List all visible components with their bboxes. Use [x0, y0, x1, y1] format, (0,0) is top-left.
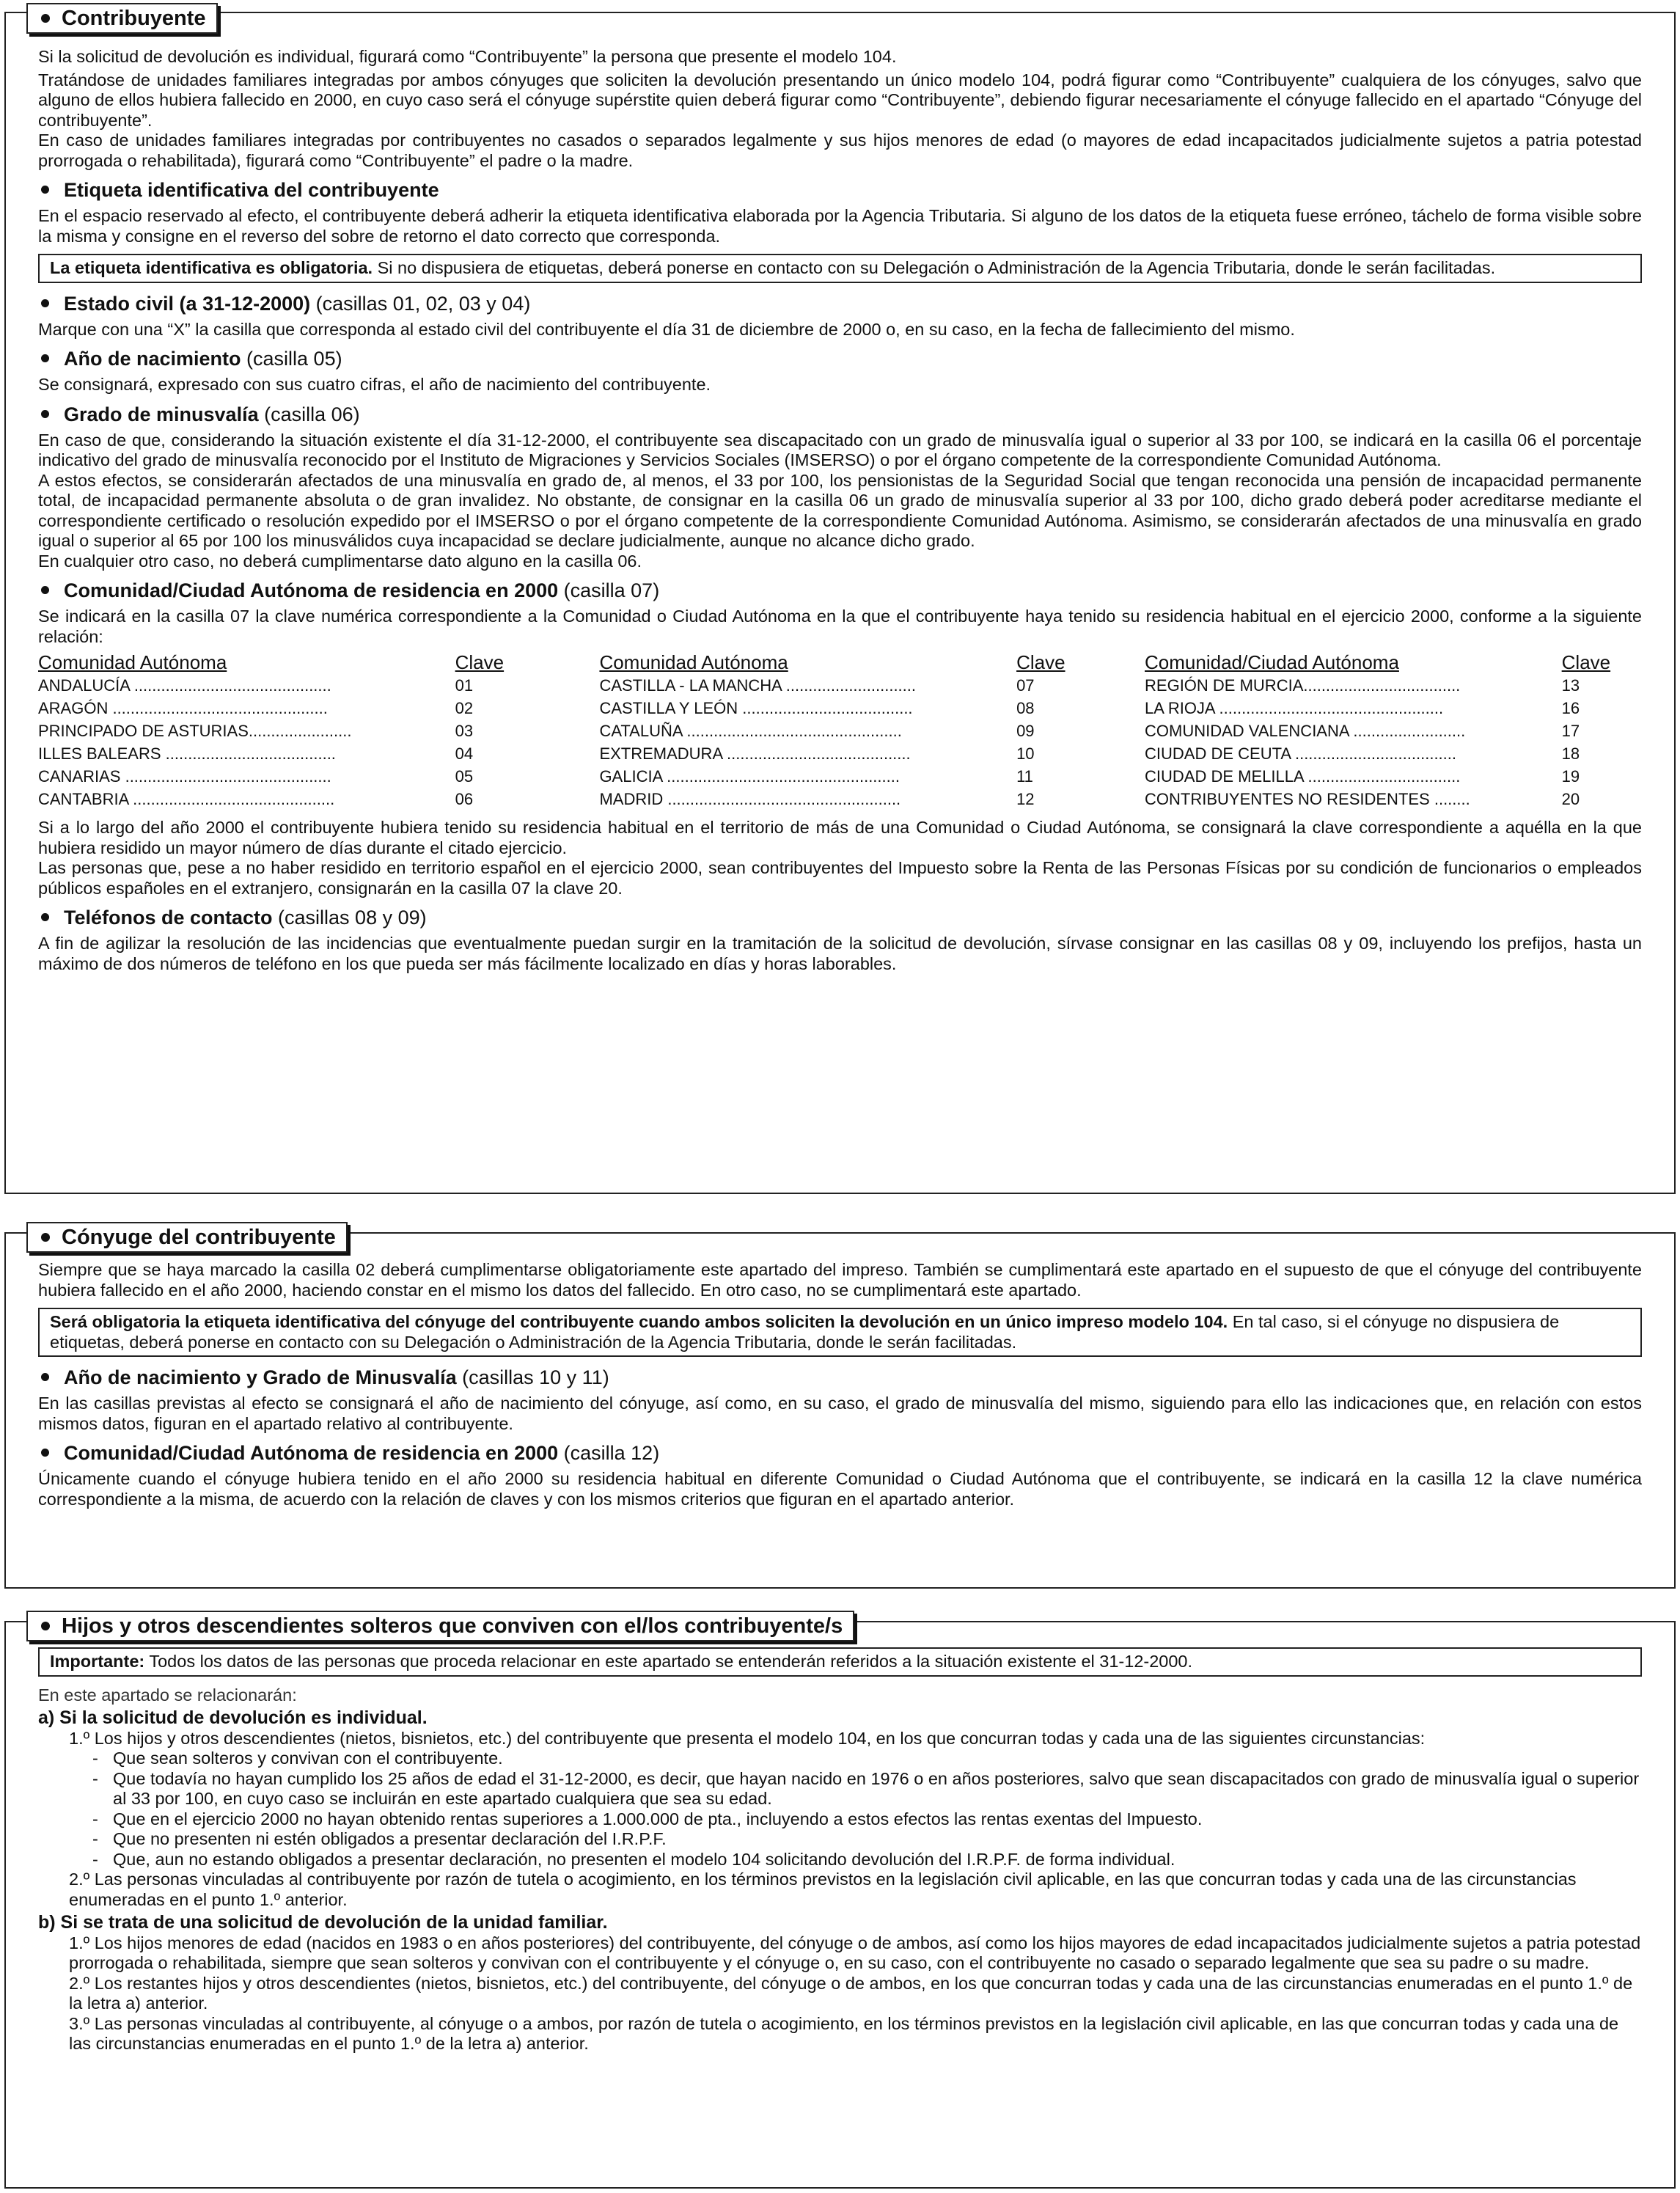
section-hijos — [4, 1614, 1676, 2189]
notice-text: Todos los datos de las personas que proceda relacionar en este apartado se entenderán referidos a la situación existente el 31-12-2000. — [144, 1652, 1193, 1671]
section-title: Hijos y otros descendientes solteros que conviven con el/los contribuyente/s — [62, 1614, 843, 1638]
heading: Año de nacimiento (casilla 05) — [38, 347, 1642, 370]
section-title: Cónyuge del contribuyente — [62, 1226, 336, 1249]
notice-box — [38, 1647, 1642, 1677]
paragraph: Las personas que, pese a no haber residido en territorio español en el ejercicio 2000, sean contribuyentes del Impuesto sobre la Renta de las Personas Físicas por su condición de funcionarios o empleados públicos españoles en el extranjero, consignarán en la casilla 07 la clave 20. — [38, 858, 1642, 898]
section-tab — [26, 1611, 854, 1641]
paragraph: Únicamente cuando el cónyuge hubiera tenido en el año 2000 su residencia habitual en diferente Comunidad o Ciudad Autónoma que el contribuyente, se indicará en la casilla 12 la clave numérica correspondiente a la misma, de acuerdo con la relación de claves y con los mismos criterios que figuran en el apartado anterior. — [38, 1469, 1642, 1509]
section-body — [38, 1647, 1642, 2054]
table-row: ARAGÓN ................................................ 02 CASTILLA Y LEÓN ...................................... 08 LA RIOJA .................................................. 16 — [38, 699, 1580, 717]
paragraph: En caso de que, considerando la situación existente el día 31-12-2000, el contribuyente sea discapacitado con un grado de minusvalía igual o superior al 33 por 100, se indicará en la casilla 06 el porcentaje indicativo del grado de minusvalía reconocido por el Instituto de Migraciones y Servicios Sociales (IMSERSO) o por el órgano competente de la correspondiente Comunidad Autónoma. — [38, 430, 1642, 469]
paragraph: Se indicará en la casilla 07 la clave numérica correspondiente a la Comunidad o Ciudad Autónoma en la que el contribuyente haya tenido su residencia habitual en el ejercicio 2000, conforme a la siguiente relación: — [38, 607, 1642, 646]
bullet-icon — [41, 299, 49, 307]
bullet-icon — [41, 913, 49, 921]
bullet-icon — [41, 14, 50, 23]
column-header: Comunidad Autónoma — [38, 651, 227, 673]
notice-box — [38, 1308, 1642, 1357]
table-row: ANDALUCÍA ............................................ 01 CASTILLA - LA MANCHA ............................. 07 REGIÓN DE MURCIA................................... 13 — [38, 676, 1580, 695]
bullet-icon — [41, 586, 49, 594]
heading: Grado de minusvalía (casilla 06) — [38, 403, 1642, 426]
paragraph: Marque con una “X” la casilla que corresponda al estado civil del contribuyente el día 31 de diciembre de 2000 o, en su caso, en la fecha de fallecimiento del mismo. — [38, 319, 1295, 339]
heading: Teléfonos de contacto (casillas 08 y 09) — [38, 906, 1642, 929]
numbered-list — [38, 1729, 1642, 1911]
list-item: - Que sean solteros y convivan con el contribuyente. — [113, 1749, 1642, 1769]
notice-bold: La etiqueta identificativa es obligatoria. — [50, 258, 373, 277]
list-item: 1.º Los hijos menores de edad (nacidos en 1983 o en años posteriores) del contribuyente, del cónyuge o de ambos, así como los hijos mayores de edad incapacitados judicialmente sujetos a patria potestad prorrogada o rehabilitada, siempre que sean solteros y convivan con el contribuyente y el cónyuge o, en su caso, con el contribuyente no casado o separado legalmente que sea su padre o su madre. — [69, 1933, 1641, 1972]
notice-bold: Importante: — [50, 1652, 145, 1671]
table-header-row — [38, 651, 1642, 674]
section-body — [38, 1260, 1642, 1512]
paragraph: En el espacio reservado al efecto, el contribuyente deberá adherir la etiqueta identificativa elaborada por la Agencia Tributaria. Si alguno de los datos de la etiqueta fuese erróneo, táchelo de forma visible sobre la misma y consigne en el reverso del sobre de retorno el dato correcto que corresponda. — [38, 206, 1642, 246]
subheading: a) Si la solicitud de devolución es individual. — [38, 1707, 428, 1728]
column-header: Clave — [1016, 651, 1065, 673]
table-row: ILLES BALEARS ...................................... 04 EXTREMADURA ......................................... 10 CIUDAD DE CEUTA .................................... 18 — [38, 744, 1580, 763]
paragraph: En este apartado se relacionarán: — [38, 1685, 297, 1705]
notice-box — [38, 254, 1642, 283]
section-title: Contribuyente — [62, 7, 206, 30]
paragraph: En caso de unidades familiares integradas por contribuyentes no casados o separados legalmente y sus hijos menores de edad (o mayores de edad incapacitados judicialmente sujetos a patria potestad prorrogada o rehabilitada), figurará como “Contribuyente” el padre o la madre. — [38, 131, 1642, 170]
heading: Estado civil (a 31-12-2000) (casillas 01, 02, 03 y 04) — [38, 292, 1642, 315]
list-item: 3.º Las personas vinculadas al contribuyente, al cónyuge o a ambos, por razón de tutela o acogimiento, en los términos previstos en la legislación civil aplicable, en las que concurran todas y cada una de las circunstancias enumeradas en el punto 1.º de la letra a) anterior. — [69, 2013, 1619, 2053]
list-item: 2.º Las personas vinculadas al contribuyente por razón de tutela o acogimiento, en los términos previstos en la legislación civil aplicable, en las que concurran todas y cada una de las circunstancias enumeradas en el punto 1.º anterior. — [69, 1870, 1577, 1909]
notice-bold: Será obligatoria la etiqueta identificativa del cónyuge del contribuyente cuando ambos soliciten la devolución en un único impreso modelo 104. — [50, 1312, 1228, 1331]
region-code-table — [38, 651, 1642, 810]
paragraph: En cualquier otro caso, no deberá cumplimentarse dato alguno en la casilla 06. — [38, 551, 642, 571]
bullet-icon — [41, 1622, 50, 1630]
table-row: PRINCIPADO DE ASTURIAS....................... 03 CATALUÑA ................................................ 09 COMUNIDAD VALENCIANA ......................... 17 — [38, 722, 1580, 740]
paragraph: A fin de agilizar la resolución de las incidencias que eventualmente puedan surgir en la tramitación de la solicitud de devolución, sírvase consignar en las casillas 08 y 09, incluyendo los prefijos, hasta un máximo de dos números de teléfono en los que pueda ser más fácilmente localizado en días y horas laborables. — [38, 934, 1642, 973]
table-row: CANTABRIA ............................................. 06 MADRID .................................................... 12 CONTRIBUYENTES NO RESIDENTES ........ 20 — [38, 790, 1580, 808]
heading: Comunidad/Ciudad Autónoma de residencia en 2000 (casilla 12) — [38, 1441, 1642, 1465]
column-header: Comunidad/Ciudad Autónoma — [1145, 651, 1399, 673]
heading: Etiqueta identificativa del contribuyente — [38, 178, 1642, 202]
subheading: b) Si se trata de una solicitud de devolución de la unidad familiar. — [38, 1912, 608, 1933]
column-header: Comunidad Autónoma — [599, 651, 788, 673]
section-contribuyente — [4, 7, 1676, 1194]
notice-text: Si no dispusiera de etiquetas, deberá ponerse en contacto con su Delegación o Administración de la Agencia Tributaria, donde le serán facilitadas. — [373, 258, 1496, 277]
section-tab — [26, 3, 218, 34]
numbered-list — [38, 1933, 1642, 2054]
heading: Comunidad/Ciudad Autónoma de residencia en 2000 (casilla 07) — [38, 579, 1642, 602]
notice-text: En tal caso, si el cónyuge no dispusiera de etiquetas, deberá ponerse en contacto con su Delegación o Administración de la Agencia Tributaria, donde le serán facilitadas. — [50, 1312, 1560, 1352]
list-item: 1.º Los hijos y otros descendientes (nietos, bisnietos, etc.) del contribuyente que presenta el modelo 104, en los que concurran todas y cada una de las siguientes circunstancias: - Que sean solteros y convivan con el contribuyente. - Que todavía no hayan cumplido los 25 años de edad el 31-12-2000, es decir, que hayan nacido en 1976 o en años posteriores, salvo que sean discapacitados con grado de minusvalía igual o superior al 33 por 100, en cuyo caso se incluirán en este apartado cualquiera que sea su edad. - Que en el ejercicio 2000 no hayan obtenido rentas superiores a 1.000.000 de pta., incluyendo a estos efectos las rentas exentas del Impuesto. - Que no presenten ni estén obligados a presentar declaración del I.R.P.F. - Que, aun no estando obligados a presentar declaración, no presenten el modelo 104 solicitando devolución del I.R.P.F. de forma individual. — [69, 1729, 1642, 1870]
list-item: - Que todavía no hayan cumplido los 25 años de edad el 31-12-2000, es decir, que hayan nacido en 1976 o en años posteriores, salvo que sean discapacitados con grado de minusvalía igual o superior al 33 por 100, en cuyo caso se incluirán en este apartado cualquiera que sea su edad. — [113, 1769, 1642, 1809]
paragraph: A estos efectos, se considerarán afectados de una minusvalía en grado de, al menos, el 33 por 100, los pensionistas de la Seguridad Social que tengan reconocida una pensión de incapacidad permanente total, de incapacidad permanente absoluta o de gran invalidez. No obstante, de consignar en la casilla 06 un grado de minusvalía superior al 33 por 100, dicho grado deberá poder acreditarse mediante el correspondiente certificado o resolución expedido por el IMSERSO o por el órgano competente de la correspondiente Comunidad Autónoma. Asimismo, se considerarán afectados de una minusvalía en grado igual o superior al 65 por 100 los minusválidos cuya incapacidad se declare judicialmente, aunque no alcance dicho grado. — [38, 470, 1642, 550]
dash-list — [69, 1749, 1642, 1870]
list-item: - Que, aun no estando obligados a presentar declaración, no presenten el modelo 104 solicitando devolución del I.R.P.F. de forma individual. — [113, 1850, 1642, 1870]
table-row: CANARIAS .............................................. 05 GALICIA .................................................... 11 CIUDAD DE MELILLA .................................. 19 — [38, 767, 1580, 786]
column-header: Clave — [455, 651, 505, 673]
list-item: - Que no presenten ni estén obligados a presentar declaración del I.R.P.F. — [113, 1829, 1642, 1850]
section-conyuge — [4, 1226, 1676, 1589]
paragraph: Si la solicitud de devolución es individual, figurará como “Contribuyente” la persona que presente el modelo 104. — [38, 47, 897, 66]
list-item: - Que en el ejercicio 2000 no hayan obtenido rentas superiores a 1.000.000 de pta., incluyendo a estos efectos las rentas exentas del Impuesto. — [113, 1809, 1642, 1830]
bullet-icon — [41, 354, 49, 362]
section-tab — [26, 1222, 348, 1253]
paragraph: En las casillas previstas al efecto se consignará el año de nacimiento del cónyuge, así como, en su caso, el grado de minusvalía del mismo, siguiendo para ello las indicaciones que, en relación con estos mismos datos, figuran en el apartado relativo al contribuyente. — [38, 1394, 1642, 1433]
paragraph: Tratándose de unidades familiares integradas por ambos cónyuges que soliciten la devolución presentando un único modelo 104, podrá figurar como “Contribuyente” cualquiera de los cónyuges, salvo que alguno de ellos hubiera fallecido en 2000, en cuyo caso será el cónyuge supérstite quien deberá figurar como “Contribuyente”, debiendo figurar necesariamente el cónyuge fallecido en el apartado “Cónyuge del contribuyente”. — [38, 70, 1642, 130]
list-item: 2.º Los restantes hijos y otros descendientes (nietos, bisnietos, etc.) del contribuyente, del cónyuge o de ambos, en los que concurran todas y cada una de las circunstancias enumeradas en el punto 1.º de la letra a) anterior. — [69, 1973, 1633, 2013]
heading: Año de nacimiento y Grado de Minusvalía (casillas 10 y 11) — [38, 1366, 1642, 1389]
bullet-icon — [41, 186, 49, 194]
paragraph: Se consignará, expresado con sus cuatro cifras, el año de nacimiento del contribuyente. — [38, 375, 711, 394]
bullet-icon — [41, 1233, 50, 1242]
column-header: Clave — [1561, 651, 1611, 673]
bullet-icon — [41, 410, 49, 418]
paragraph: Si a lo largo del año 2000 el contribuyente hubiera tenido su residencia habitual en el territorio de más de una Comunidad o Ciudad Autónoma, se consignará la clave correspondiente a aquélla en la que hubiera residido un mayor número de días durante el citado ejercicio. — [38, 818, 1642, 857]
bullet-icon — [41, 1449, 49, 1457]
paragraph: Siempre que se haya marcado la casilla 02 deberá cumplimentarse obligatoriamente este apartado del impreso. También se cumplimentará este apartado en el supuesto de que el cónyuge del contribuyente hubiera fallecido en el año 2000, haciendo constar en el mismo los datos del fallecido. En otro caso, no se cumplimentará este apartado. — [38, 1260, 1642, 1300]
bullet-icon — [41, 1373, 49, 1381]
section-body — [38, 47, 1642, 977]
